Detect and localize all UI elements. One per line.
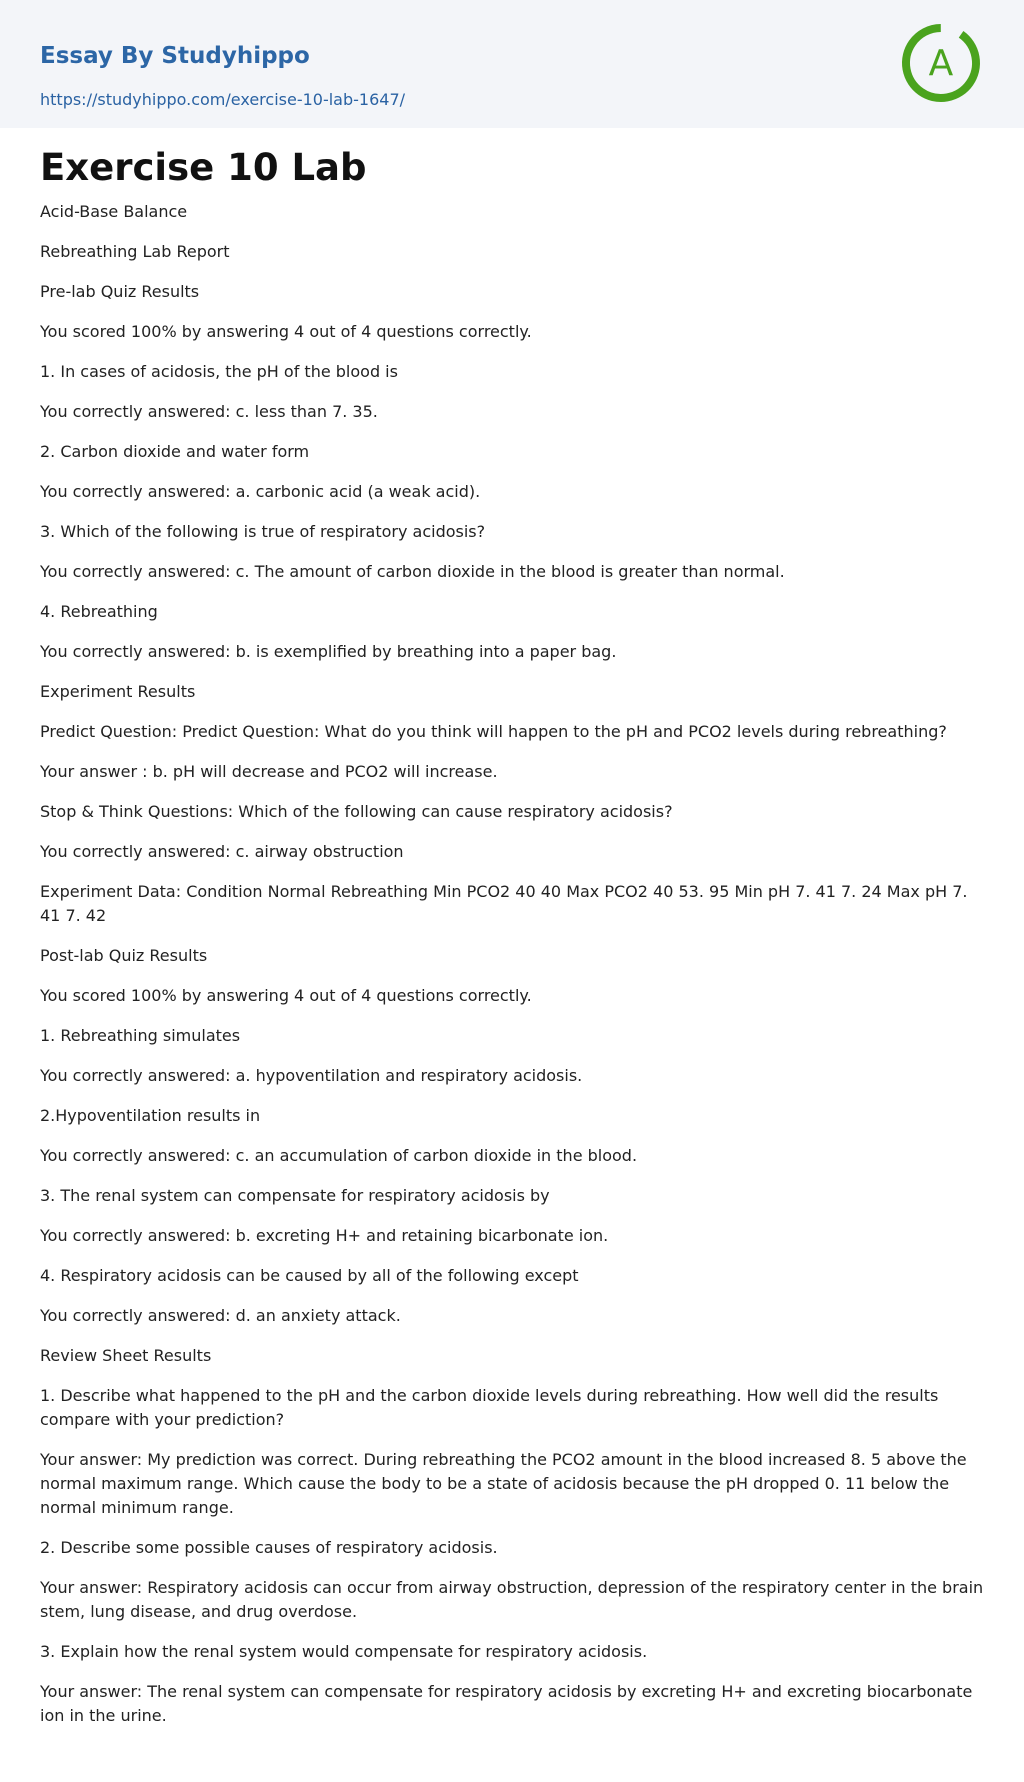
paragraph: Stop & Think Questions: Which of the following can cause respiratory acidosis? bbox=[40, 802, 673, 821]
paragraph: You correctly answered: c. The amount of carbon dioxide in the blood is greater than normal. bbox=[40, 562, 785, 581]
article bbox=[0, 128, 1024, 1728]
paragraph: Experiment Results bbox=[40, 682, 196, 701]
paragraph: 3. Which of the following is true of respiratory acidosis? bbox=[40, 522, 486, 541]
paragraph: You correctly answered: c. less than 7. 35. bbox=[40, 402, 378, 421]
paragraph: Review Sheet Results bbox=[40, 1346, 212, 1365]
page-title: Exercise 10 Lab bbox=[40, 146, 367, 189]
source-url-link[interactable]: https://studyhippo.com/exercise-10-lab-1647/ bbox=[40, 90, 406, 109]
brand-title[interactable]: Essay By Studyhippo bbox=[40, 43, 310, 69]
paragraph: You correctly answered: a. hypoventilation and respiratory acidosis. bbox=[40, 1066, 583, 1085]
paragraph: You correctly answered: a. carbonic acid (a weak acid). bbox=[40, 482, 481, 501]
paragraph: Your answer : b. pH will decrease and PCO2 will increase. bbox=[40, 762, 498, 781]
paragraph: You correctly answered: b. is exemplified by breathing into a paper bag. bbox=[40, 642, 617, 661]
paragraph: You correctly answered: d. an anxiety attack. bbox=[40, 1306, 401, 1325]
paragraph: Your answer: The renal system can compensate for respiratory acidosis by excreting H+ and excreting biocarbonate ion in the urine. bbox=[40, 1682, 973, 1725]
page-header bbox=[0, 0, 1024, 128]
paragraph: You scored 100% by answering 4 out of 4 questions correctly. bbox=[40, 986, 532, 1005]
paragraph: 4. Rebreathing bbox=[40, 602, 158, 621]
paragraph: 2. Describe some possible causes of respiratory acidosis. bbox=[40, 1538, 498, 1557]
paragraph: You scored 100% by answering 4 out of 4 questions correctly. bbox=[40, 322, 532, 341]
paragraph: Your answer: Respiratory acidosis can occur from airway obstruction, depression of the respiratory center in the brain stem, lung disease, and drug overdose. bbox=[40, 1578, 984, 1621]
paragraph: 4. Respiratory acidosis can be caused by all of the following except bbox=[40, 1266, 579, 1285]
paragraph: Experiment Data: Condition Normal Rebreathing Min PCO2 40 40 Max PCO2 40 53. 95 Min pH 7. 41 7. 24 Max pH 7. 41 7. 42 bbox=[40, 882, 968, 925]
paragraph: 1. Rebreathing simulates bbox=[40, 1026, 241, 1045]
paragraph: You correctly answered: c. an accumulation of carbon dioxide in the blood. bbox=[40, 1146, 638, 1165]
paragraph: Your answer: My prediction was correct. During rebreathing the PCO2 amount in the blood increased 8. 5 above the normal maximum range. Which cause the body to be a state of acidosis because the pH dropped 0. 11 below the normal minimum range. bbox=[40, 1450, 967, 1517]
paragraph: You correctly answered: c. airway obstruction bbox=[40, 842, 404, 861]
paragraph: Pre-lab Quiz Results bbox=[40, 282, 200, 301]
logo-letter: A bbox=[928, 43, 954, 84]
paragraph: Rebreathing Lab Report bbox=[40, 242, 230, 261]
studyhippo-logo-icon[interactable] bbox=[898, 20, 984, 106]
paragraph: 3. The renal system can compensate for respiratory acidosis by bbox=[40, 1186, 550, 1205]
paragraph: 1. Describe what happened to the pH and the carbon dioxide levels during rebreathing. How well did the results compare with your prediction? bbox=[40, 1386, 939, 1429]
paragraph: 2.Hypoventilation results in bbox=[40, 1106, 261, 1125]
paragraph: 1. In cases of acidosis, the pH of the blood is bbox=[40, 362, 398, 381]
paragraph: 2. Carbon dioxide and water form bbox=[40, 442, 310, 461]
paragraph: 3. Explain how the renal system would compensate for respiratory acidosis. bbox=[40, 1642, 648, 1661]
paragraph: You correctly answered: b. excreting H+ and retaining bicarbonate ion. bbox=[40, 1226, 609, 1245]
paragraph: Acid-Base Balance bbox=[40, 202, 188, 221]
paragraph: Predict Question: Predict Question: What do you think will happen to the pH and PCO2 levels during rebreathing? bbox=[40, 722, 947, 741]
paragraph: Post-lab Quiz Results bbox=[40, 946, 208, 965]
